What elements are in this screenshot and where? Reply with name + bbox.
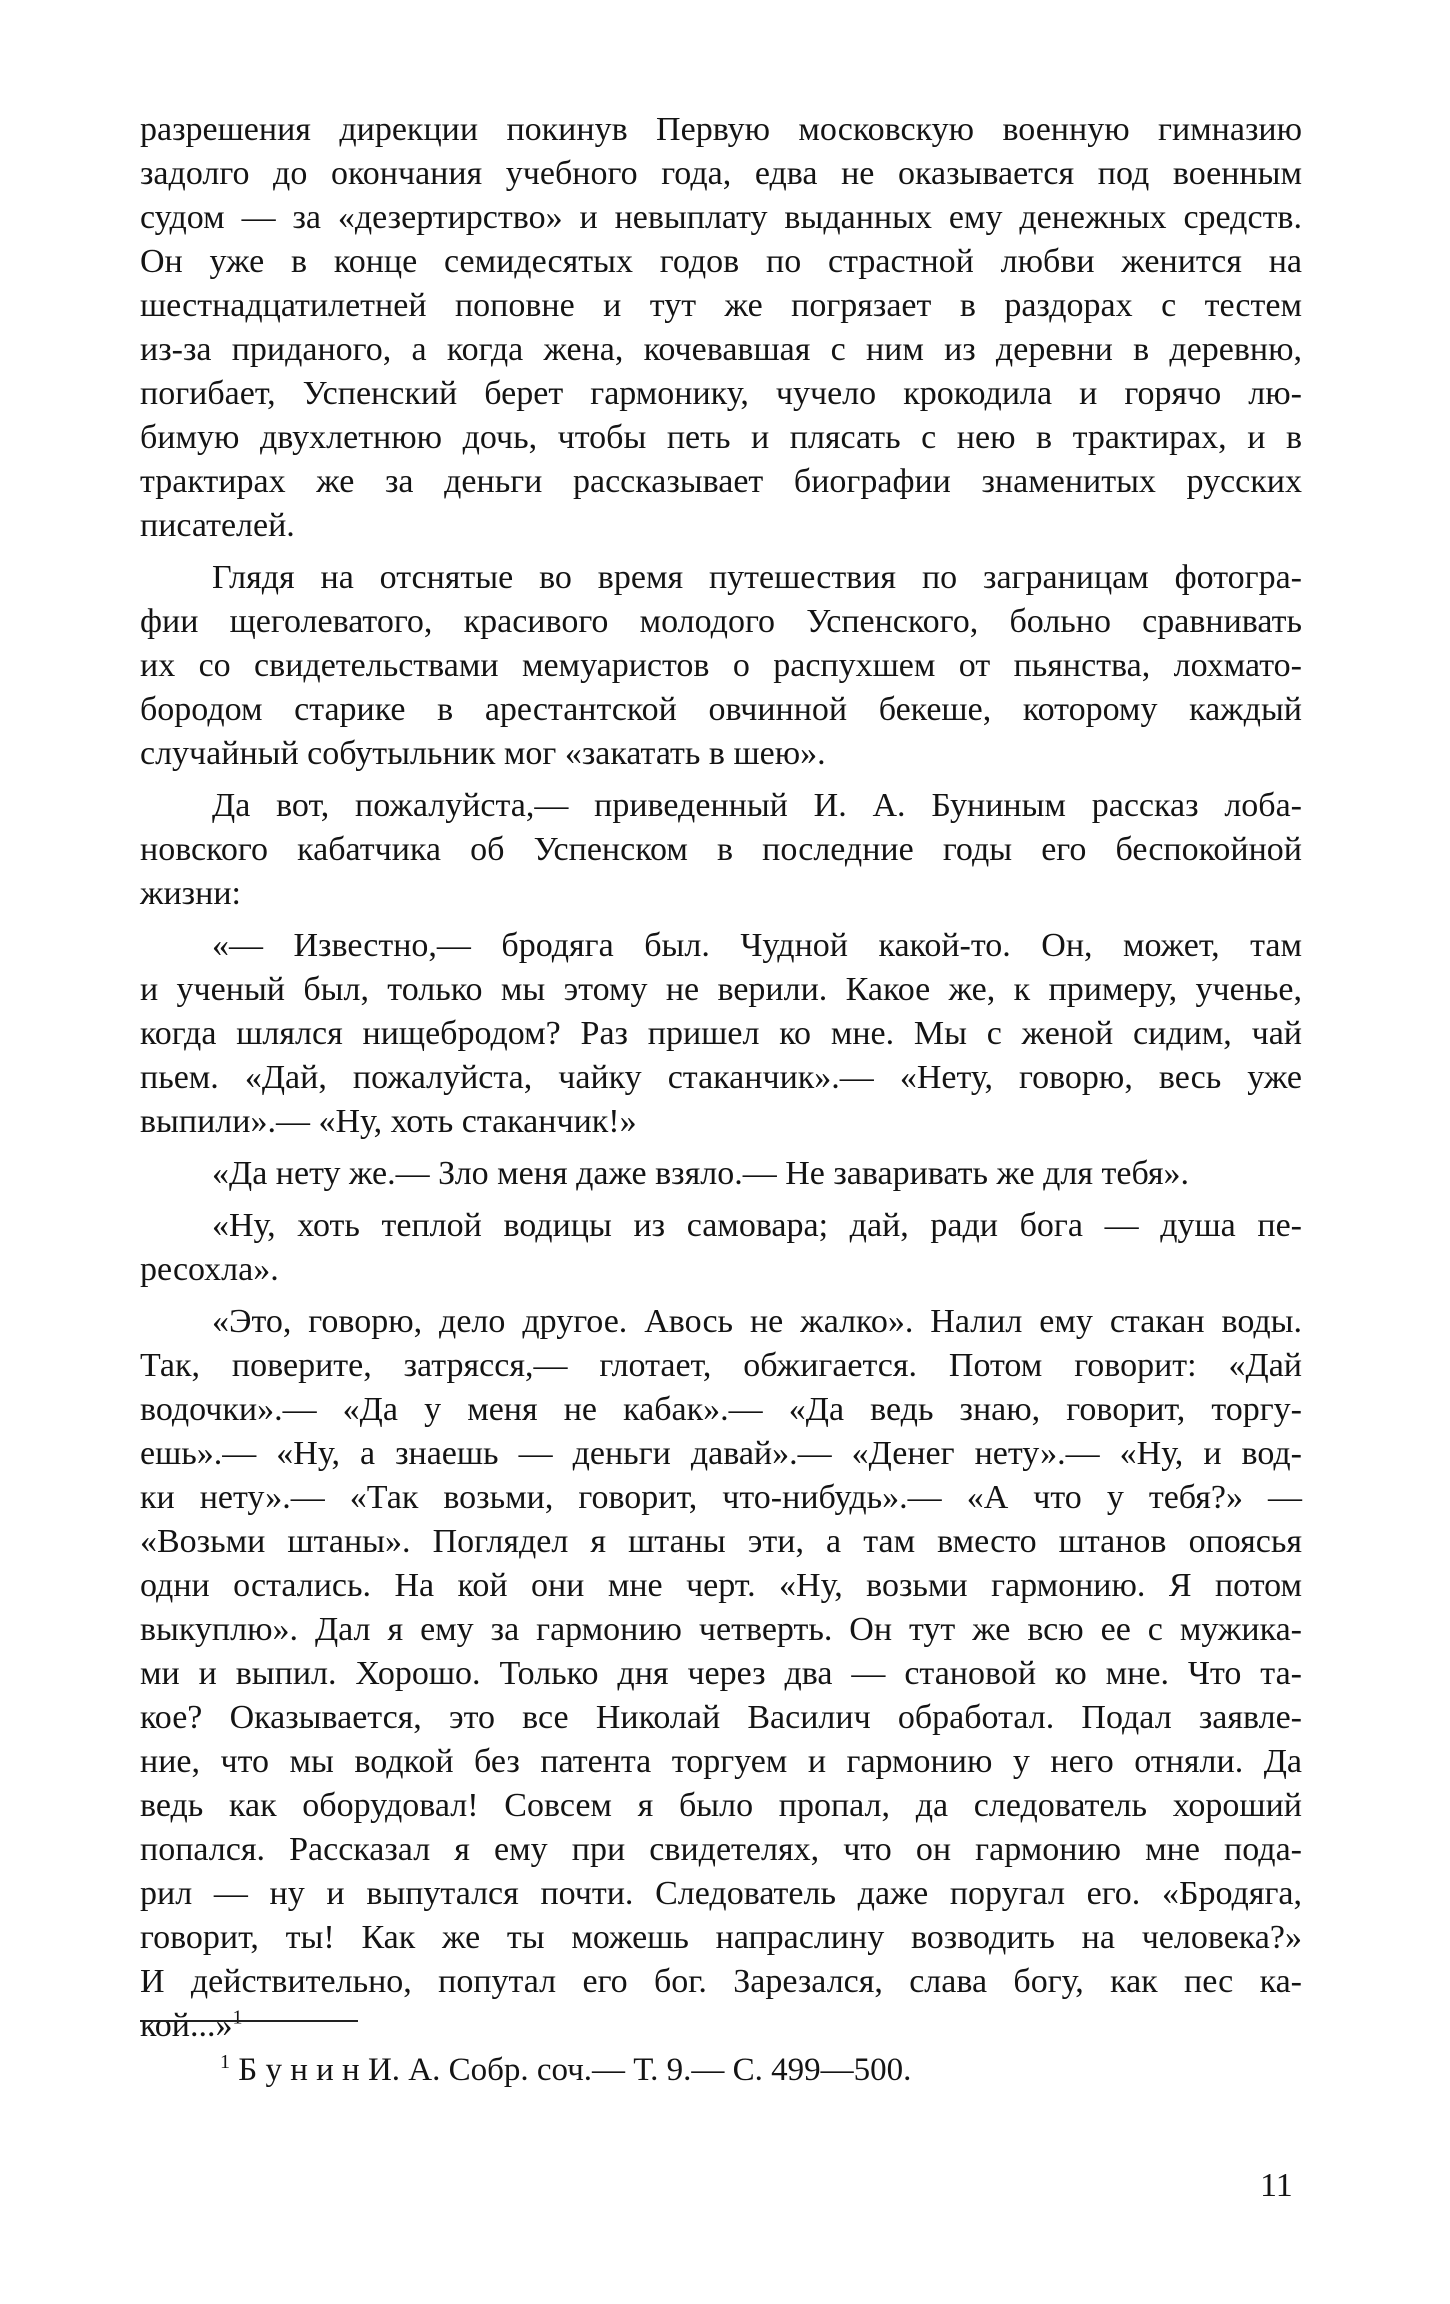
paragraph-gap (140, 548, 1302, 556)
text-line: попался. Рассказал я ему при свидетелях, что он гармонию мне пода- (140, 1831, 1302, 1868)
text-line: задолго до окончания учебного года, едва не оказывается под военным (140, 155, 1302, 192)
text-line: ресохла». (140, 1251, 279, 1288)
text-line: выпили».— «Ну, хоть стаканчик!» (140, 1103, 637, 1140)
text-line: бородом старике в арестантской овчинной бекеше, которому каждый (140, 691, 1302, 728)
text-line: кой...»$^1$ (140, 2006, 243, 2044)
text-line: одни остались. На кой они мне черт. «Ну, возьми гармонию. Я потом (140, 1567, 1302, 1604)
text-line: Так, поверите, затрясся,— глотает, обжигается. Потом говорит: «Дай (140, 1347, 1302, 1384)
text-line: из-за приданого, а когда жена, кочевавшая с ним из деревни в деревню, (140, 331, 1302, 368)
footnote-author: Б у н и н (238, 2052, 360, 2088)
text-line: ки нету».— «Так возьми, говорит, что-нибудь».— «А что у тебя?» — (140, 1479, 1302, 1516)
text-line: «Да нету же.— Зло меня даже взяло.— Не заваривать же для тебя». (212, 1155, 1190, 1192)
text-line: новского кабатчика об Успенском в последние годы его беспокойной (140, 831, 1302, 868)
text-line: трактирах же за деньги рассказывает биографии знаменитых русских (140, 463, 1302, 500)
text-line: шестнадцатилетней поповне и тут же погрязает в раздорах с тестем (140, 287, 1302, 324)
footnote-marker: 1 (220, 2051, 230, 2073)
text-line: «Возьми штаны». Поглядел я штаны эти, а там вместо штанов опоясья (140, 1523, 1302, 1560)
footnote-divider (140, 2020, 358, 2022)
text-line: Да вот, пожалуйста,— приведенный И. А. Буниным рассказ лоба- (212, 787, 1302, 824)
text-line: Глядя на отснятые во время путешествия по заграницам фотогра- (212, 559, 1302, 596)
paragraph-gap (140, 916, 1302, 924)
text-line: писателей. (140, 507, 295, 544)
text-line: «Это, говорю, дело другое. Авось не жалко». Налил ему стакан воды. (212, 1303, 1302, 1340)
paragraph-gap (140, 1196, 1302, 1204)
text-line: кое? Оказывается, это все Николай Василич обработал. Подал заявле- (140, 1699, 1302, 1736)
text-line: ешь».— «Ну, а знаешь — деньги давай».— «Денег нету».— «Ну, и вод- (140, 1435, 1302, 1472)
text-line: и ученый был, только мы этому не верили. Какое же, к примеру, ученье, (140, 971, 1302, 1008)
text-line: бимую двухлетнюю дочь, чтобы петь и плясать с нею в трактирах, и в (140, 419, 1302, 456)
text-line: говорит, ты! Как же ты можешь напраслину возводить на человека?» (140, 1919, 1302, 1956)
text-line: Он уже в конце семидесятых годов по страстной любви женится на (140, 243, 1302, 280)
footnote (220, 2048, 911, 2092)
text-line: погибает, Успенский берет гармонику, чучело крокодила и горячо лю- (140, 375, 1302, 412)
text-line: И действительно, попутал его бог. Зарезался, слава богу, как пес ка- (140, 1963, 1302, 2000)
text-line: ние, что мы водкой без патента торгуем и гармонию у него отняли. Да (140, 1743, 1302, 1780)
footnote-citation: И. А. Собр. соч.— Т. 9.— С. 499—500. (359, 2052, 912, 2088)
text-line: когда шлялся нищебродом? Раз пришел ко мне. Мы с женой сидим, чай (140, 1015, 1302, 1052)
text-line: рил — ну и выпутался почти. Следователь даже поругал его. «Бродяга, (140, 1875, 1302, 1912)
text-line: их со свидетельствами мемуаристов о распухшем от пьянства, лохмато- (140, 647, 1302, 684)
text-line: жизни: (140, 875, 241, 912)
text-line: разрешения дирекции покинув Первую московскую военную гимназию (140, 111, 1302, 148)
text-line: случайный собутыльник мог «закатать в шею». (140, 735, 826, 772)
text-line: водочки».— «Да у меня не кабак».— «Да ведь знаю, говорит, торгу- (140, 1391, 1302, 1428)
paragraph-gap (140, 776, 1302, 784)
text-line: ми и выпил. Хорошо. Только дня через два — становой ко мне. Что та- (140, 1655, 1302, 1692)
footnote-ref: 1 (232, 2006, 243, 2029)
text-line: «Ну, хоть теплой водицы из самовара; дай, ради бога — душа пе- (212, 1207, 1302, 1244)
paragraph-gap (140, 1144, 1302, 1152)
text-line: ведь как оборудовал! Совсем я было пропал, да следователь хороший (140, 1787, 1302, 1824)
text-line: выкуплю». Дал я ему за гармонию четверть. Он тут же всю ее с мужика- (140, 1611, 1302, 1648)
paragraph-gap (140, 1292, 1302, 1300)
page-body (140, 108, 1302, 2048)
page-number: 11 (1260, 2167, 1293, 2204)
text-line: «— Известно,— бродяга был. Чудной какой-то. Он, может, там (212, 927, 1302, 964)
text-line: судом — за «дезертирство» и невыплату выданных ему денежных средств. (140, 199, 1302, 236)
text-line: фии щеголеватого, красивого молодого Успенского, больно сравнивать (140, 603, 1302, 640)
text-line: пьем. «Дай, пожалуйста, чайку стаканчик».— «Нету, говорю, весь уже (140, 1059, 1302, 1096)
